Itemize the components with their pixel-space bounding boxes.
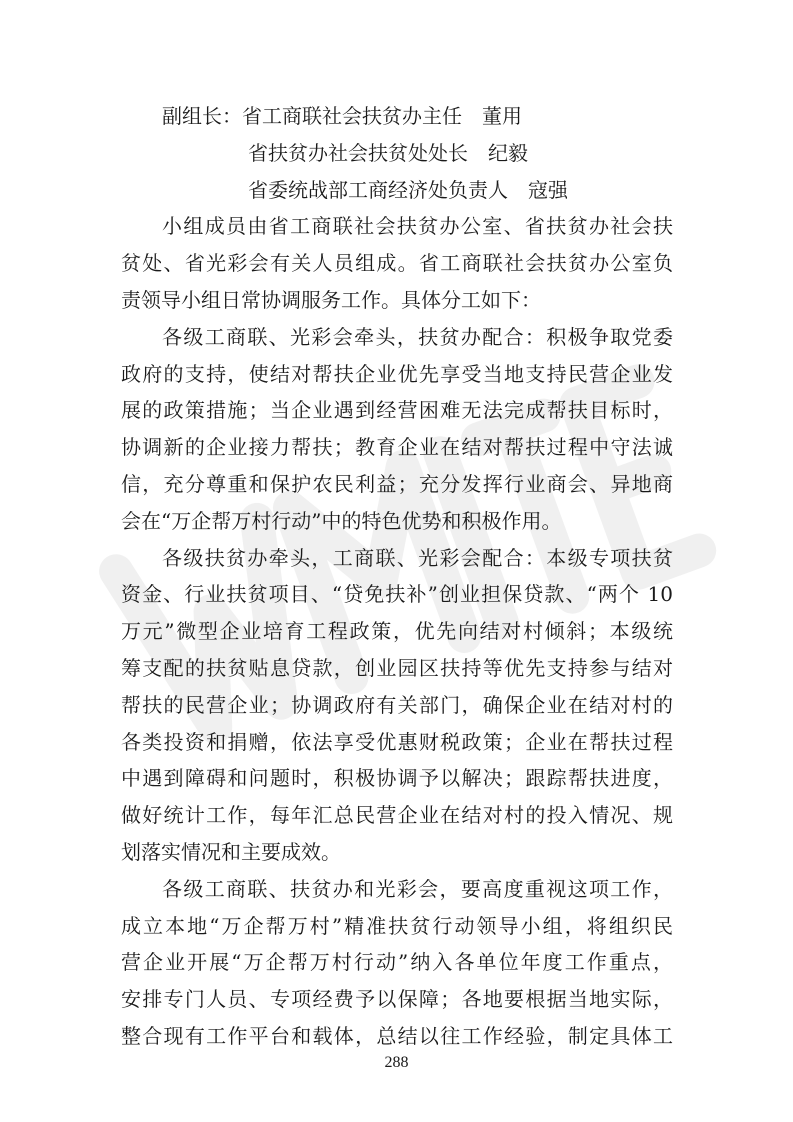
text-line: 筹支配的扶贫贴息贷款，创业园区扶持等优先支持参与结对	[121, 655, 673, 680]
text-line: 成立本地“万企帮万村”精准扶贫行动领导小组，将组织民	[121, 913, 673, 938]
text-line: 协调新的企业接力帮扶；教育企业在结对帮扶过程中守法诚	[121, 435, 673, 460]
leader-line: 省扶贫办社会扶贫处处长 纪毅	[248, 140, 528, 165]
text-line: 万元”微型企业培育工程政策，优先向结对村倾斜；本级统	[121, 619, 673, 644]
leader-line: 省委统战部工商经济处负责人 寇强	[248, 177, 568, 202]
text-line: 帮扶的民营企业；协调政府有关部门，确保企业在结对村的	[121, 692, 673, 717]
text-line: 政府的支持，使结对帮扶企业优先享受当地支持民营企业发	[121, 361, 673, 386]
text-line: 会在“万企帮万村行动”中的特色优势和积极作用。	[121, 508, 562, 533]
text-line: 贫处、省光彩会有关人员组成。省工商联社会扶贫办公室负	[121, 251, 673, 276]
text-line: 安排专门人员、专项经费予以保障；各地要根据当地实际，	[121, 987, 673, 1012]
body-text	[121, 98, 673, 1055]
leader-line: 副组长：省工商联社会扶贫办主任 董用	[162, 104, 522, 128]
text-line: 责领导小组日常协调服务工作。具体分工如下：	[121, 287, 541, 312]
page-number: 288	[384, 1054, 409, 1071]
text-line: 各级扶贫办牵头，工商联、光彩会配合：本级专项扶贫	[162, 545, 673, 570]
text-line: 信，充分尊重和保护农民利益；充分发挥行业商会、异地商	[121, 471, 673, 496]
text-line: 小组成员由省工商联社会扶贫办公室、省扶贫办社会扶	[162, 214, 673, 239]
text-line: 展的政策措施；当企业遇到经营困难无法完成帮扶目标时，	[121, 398, 673, 423]
text-line: 中遇到障碍和问题时，积极协调予以解决；跟踪帮扶进度，	[121, 766, 673, 791]
text-line: 划落实情况和主要成效。	[121, 839, 341, 864]
text-line: 资金、行业扶贫项目、“贷免扶补”创业担保贷款、“两个 10	[121, 582, 673, 607]
text-line: 各级工商联、光彩会牵头，扶贫办配合：积极争取党委	[162, 324, 673, 349]
text-line: 各级工商联、扶贫办和光彩会，要高度重视这项工作，	[162, 876, 673, 901]
text-line: 营企业开展“万企帮万村行动”纳入各单位年度工作重点，	[121, 950, 673, 975]
text-line: 做好统计工作，每年汇总民营企业在结对村的投入情况、规	[121, 803, 673, 828]
text-line: 各类投资和捐赠，依法享受优惠财税政策；企业在帮扶过程	[121, 729, 673, 754]
text-line: 整合现有工作平台和载体，总结以往工作经验，制定具体工	[121, 1023, 673, 1048]
